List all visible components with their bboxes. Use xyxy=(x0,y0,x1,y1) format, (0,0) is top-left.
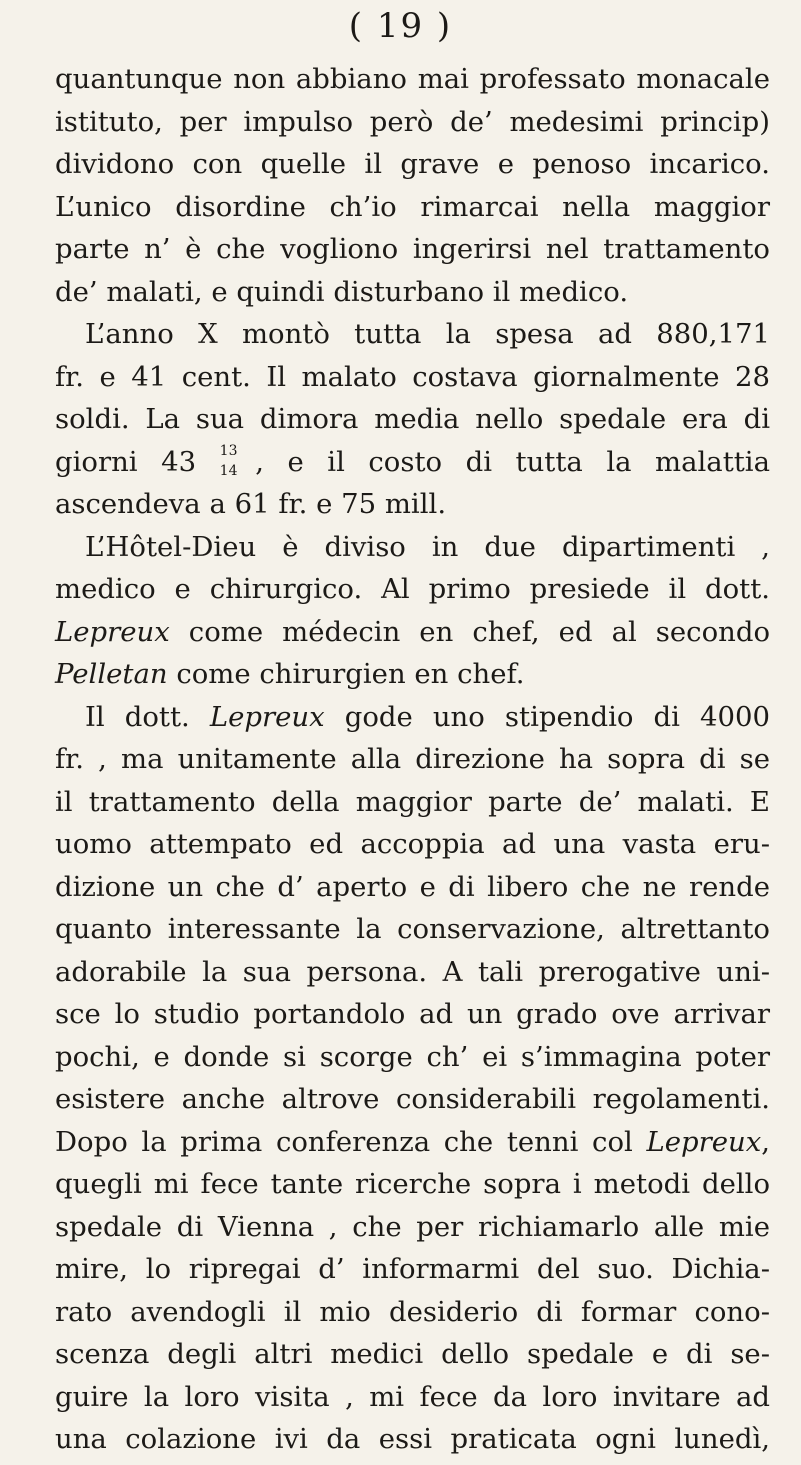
text-line: rato avendogli il mio desiderio di formar cono- xyxy=(55,1295,770,1328)
text-line: esistere anche altrove considerabili regolamenti. xyxy=(55,1083,770,1115)
text-line-fraction xyxy=(55,441,770,484)
text-line xyxy=(55,696,770,739)
text-line: guire la loro visita , mi fece da loro invitare ad xyxy=(55,1380,770,1413)
fraction xyxy=(219,443,238,479)
page-number: ( 19 ) xyxy=(348,6,453,46)
text-line: fr. e 41 cent. Il malato costava giornalmente 28 xyxy=(55,360,770,393)
text-line: quanto interessante la conservazione, altrettanto xyxy=(55,913,770,945)
body-text xyxy=(55,58,770,1461)
text-line: istituto, per impulso però de’ medesimi princip) xyxy=(55,105,770,138)
text-segment: Dopo la prima conferenza che tenni col xyxy=(55,1125,647,1158)
text-line: L’unico disordine ch’io rimarcai nella maggior xyxy=(55,190,770,223)
text-line: fr. , ma unitamente alla direzione ha sopra di se xyxy=(55,743,770,775)
text-line: ascendeva a 61 fr. e 75 mill. xyxy=(55,488,447,520)
text-segment: , e il costo di tutta la malattia xyxy=(255,445,770,478)
text-line: dizione un che d’ aperto e di libero che ne rende xyxy=(55,870,770,903)
person-name: Lepreux xyxy=(646,1125,762,1158)
text-line: sce lo studio portandolo ad un grado ove arrivar xyxy=(55,998,770,1030)
person-name: Lepreux xyxy=(209,700,325,733)
text-line: pochi, e donde si scorge ch’ ei s’immagina poter xyxy=(55,1040,770,1073)
text-line xyxy=(55,1121,770,1164)
text-line: quegli mi fece tante ricerche sopra i metodi dello xyxy=(55,1168,770,1200)
text-line: adorabile la sua persona. A tali prerogative uni- xyxy=(55,955,770,988)
text-line: mire, lo ripregai d’ informarmi del suo. Dichia- xyxy=(55,1253,770,1285)
text-segment: come médecin en chef, ed al secondo xyxy=(169,615,770,648)
text-line: L’Hôtel-Dieu è diviso in due dipartimenti , xyxy=(85,530,770,563)
text-line xyxy=(55,653,770,696)
text-line xyxy=(55,611,770,654)
text-line: uomo attempato ed accoppia ad una vasta eru- xyxy=(55,828,770,860)
text-segment: come chirurgien en chef. xyxy=(167,658,525,690)
text-line: dividono con quelle il grave e penoso incarico. xyxy=(55,148,770,180)
text-line: de’ malati, e quindi disturbano il medico. xyxy=(55,275,629,308)
text-line: medico e chirurgico. Al primo presiede il dott. xyxy=(55,573,770,605)
fraction-numerator: 13 xyxy=(219,443,238,459)
text-segment: gode uno stipendio di 4000 xyxy=(324,700,770,733)
fraction-denominator: 14 xyxy=(219,463,238,479)
text-line: L’anno X montò tutta la spesa ad 880,171 xyxy=(85,318,770,350)
text-segment: Il dott. xyxy=(85,700,210,733)
text-line: quantunque non abbiano mai professato monacale xyxy=(55,63,770,95)
text-line: scenza degli altri medici dello spedale e di se- xyxy=(55,1338,770,1370)
text-line: soldi. La sua dimora media nello spedale era di xyxy=(55,403,770,435)
text-line: il trattamento della maggior parte de’ malati. E xyxy=(55,785,770,818)
person-name: Lepreux xyxy=(55,615,170,648)
text-segment: , xyxy=(761,1125,770,1158)
text-line: una colazione ivi da essi praticata ogni lunedì, xyxy=(55,1423,770,1455)
person-name: Pelletan xyxy=(55,658,168,690)
text-segment: giorni 43 xyxy=(55,445,197,478)
text-line: parte n’ è che vogliono ingerirsi nel trattamento xyxy=(55,233,770,265)
text-line: spedale di Vienna , che per richiamarlo alle mie xyxy=(55,1210,770,1243)
